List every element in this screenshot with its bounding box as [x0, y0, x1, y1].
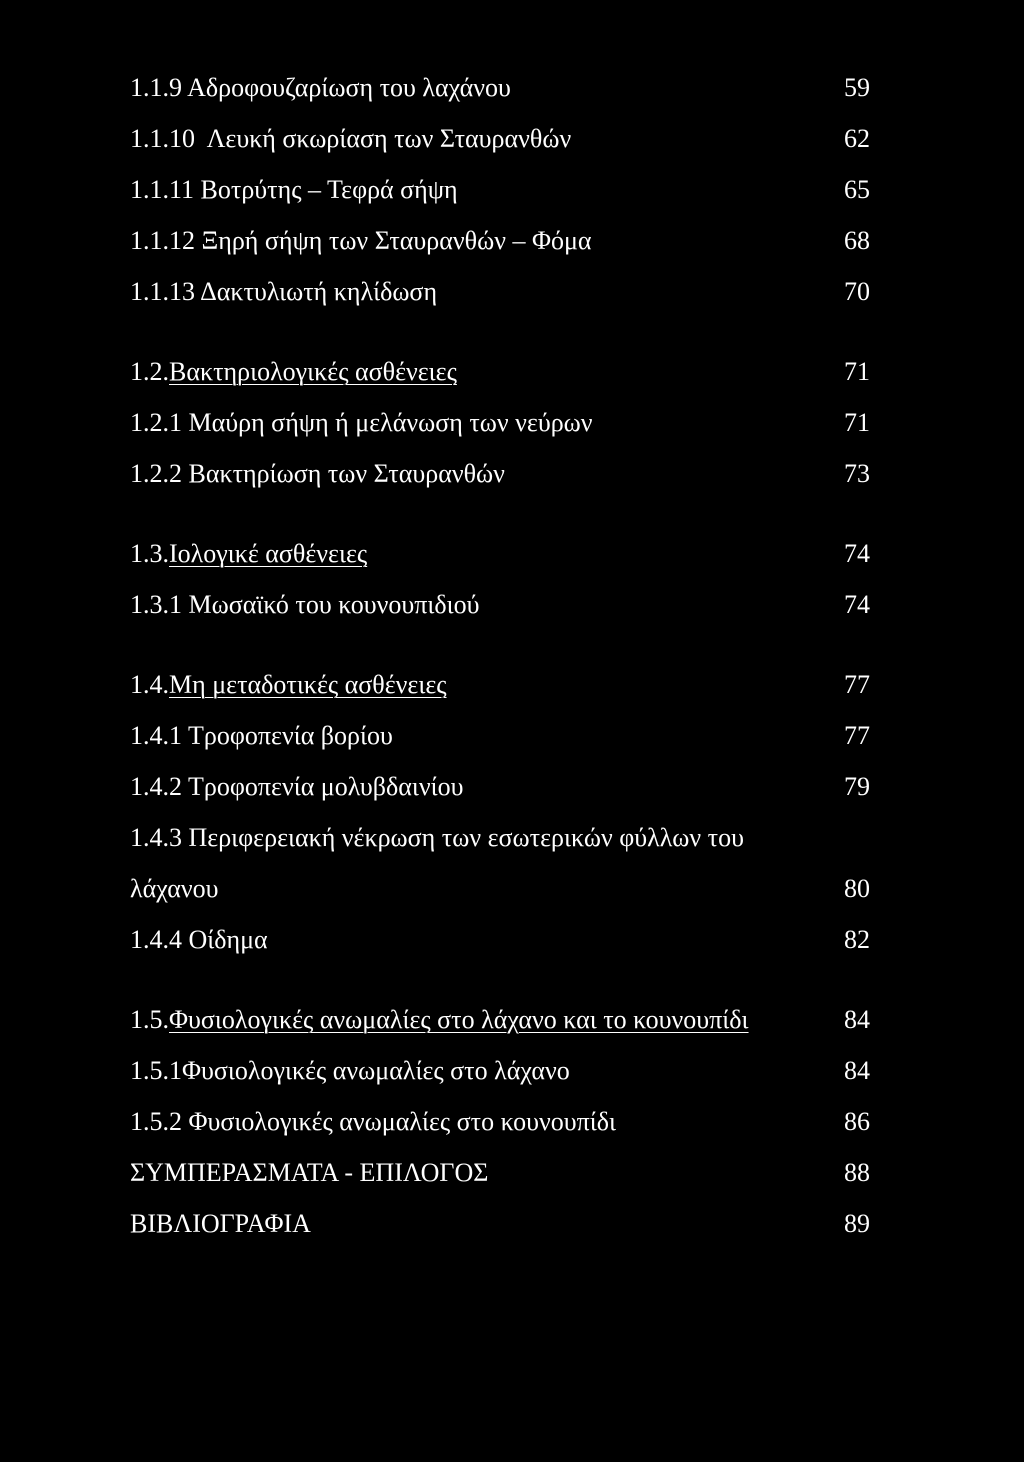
toc-page-number: 74 — [844, 539, 870, 568]
toc-page-number: 62 — [844, 124, 870, 153]
toc-entry — [130, 68, 870, 119]
toc-number: 1.1.11 — [130, 175, 195, 204]
toc-number: 1.5.1 — [130, 1056, 182, 1085]
toc-page-number: 88 — [844, 1158, 870, 1187]
toc-title: Μη μεταδοτικές ασθένειες — [169, 670, 447, 699]
toc-page-number: 84 — [844, 1056, 870, 1085]
toc-title: Φυσιολογικές ανωμαλίες στο λάχανο και το κουνουπίδι — [169, 1005, 749, 1034]
toc-entry — [130, 716, 870, 767]
toc-number: 1.4.1 — [130, 721, 182, 750]
toc-title: Φυσιολογικές ανωμαλίες στο κουνουπίδι — [182, 1107, 617, 1136]
toc-page-number: 74 — [844, 590, 870, 619]
toc-number: 1.2. — [130, 357, 169, 386]
toc-number: 1.3.1 — [130, 590, 182, 619]
toc-title: λάχανου — [130, 874, 219, 903]
toc-number: 1.4.4 — [130, 925, 182, 954]
toc-number: 1.5. — [130, 1005, 169, 1034]
toc-page-number: 77 — [844, 670, 870, 699]
toc-page-number: 82 — [844, 925, 870, 954]
toc-number: 1.4. — [130, 670, 169, 699]
toc-number: 1.3. — [130, 539, 169, 568]
toc-section-heading — [130, 534, 870, 585]
toc-page-number: 71 — [844, 408, 870, 437]
toc-entry — [130, 1102, 870, 1153]
toc-number: 1.5.2 — [130, 1107, 182, 1136]
toc-title: Μωσαϊκό του κουνουπιδιού — [182, 590, 480, 619]
toc-title: Περιφερειακή νέκρωση των εσωτερικών φύλλων του — [182, 823, 744, 852]
toc-title: Λευκή σκωρίαση των Σταυρανθών — [195, 124, 572, 153]
toc-page-number: 84 — [844, 1005, 870, 1034]
toc-page-number: 73 — [844, 459, 870, 488]
toc-entry — [130, 272, 870, 323]
toc-title: Μαύρη σήψη ή μελάνωση των νεύρων — [182, 408, 593, 437]
toc-page-number: 71 — [844, 357, 870, 386]
toc-title: ΒΙΒΛΙΟΓΡΑΦΙΑ — [130, 1209, 311, 1238]
toc-page-number: 89 — [844, 1209, 870, 1238]
toc-page-number: 80 — [844, 874, 870, 903]
toc-entry — [130, 221, 870, 272]
toc-number: 1.2.2 — [130, 459, 182, 488]
toc-number: 1.1.10 — [130, 124, 195, 153]
table-of-contents — [130, 68, 870, 1255]
toc-page-number: 59 — [844, 73, 870, 102]
toc-entry-continuation — [130, 869, 870, 920]
toc-entry — [130, 920, 870, 971]
toc-number: 1.4.3 — [130, 823, 182, 852]
toc-entry — [130, 1051, 870, 1102]
toc-page-number: 77 — [844, 721, 870, 750]
toc-title: Ξηρή σήψη των Σταυρανθών – Φόμα — [195, 226, 592, 255]
toc-title: Βακτηρίωση των Σταυρανθών — [182, 459, 505, 488]
toc-entry — [130, 767, 870, 818]
toc-number: 1.1.13 — [130, 277, 195, 306]
toc-title: Βακτηριολογικές ασθένειες — [169, 357, 457, 386]
toc-page-number: 70 — [844, 277, 870, 306]
toc-page-number: 79 — [844, 772, 870, 801]
toc-entry — [130, 585, 870, 636]
toc-title: Βοτρύτης – Τεφρά σήψη — [194, 175, 458, 204]
toc-entry — [130, 454, 870, 505]
toc-title: Φυσιολογικές ανωμαλίες στο λάχανο — [182, 1056, 570, 1085]
toc-title: Οίδημα — [182, 925, 268, 954]
toc-entry — [130, 403, 870, 454]
toc-title: Τροφοπενία βορίου — [182, 721, 393, 750]
toc-page-number: 65 — [844, 175, 870, 204]
toc-title: ΣΥΜΠΕΡΑΣΜΑΤΑ - ΕΠΙΛΟΓΟΣ — [130, 1158, 489, 1187]
toc-number: 1.2.1 — [130, 408, 182, 437]
toc-entry — [130, 818, 870, 869]
toc-entry — [130, 1204, 870, 1255]
toc-title: Ιολογικέ ασθένειες — [169, 539, 368, 568]
toc-number: 1.1.12 — [130, 226, 195, 255]
toc-title: Δακτυλιωτή κηλίδωση — [195, 277, 438, 306]
toc-number: 1.4.2 — [130, 772, 182, 801]
toc-title: Τροφοπενία μολυβδαινίου — [182, 772, 464, 801]
toc-title: Αδροφουζαρίωση του λαχάνου — [182, 73, 511, 102]
toc-section-heading — [130, 665, 870, 716]
toc-section-heading — [130, 352, 870, 403]
toc-section-heading — [130, 1000, 870, 1051]
toc-page-number: 68 — [844, 226, 870, 255]
toc-page-number: 86 — [844, 1107, 870, 1136]
toc-entry — [130, 170, 870, 221]
toc-number: 1.1.9 — [130, 73, 182, 102]
toc-entry — [130, 119, 870, 170]
toc-entry — [130, 1153, 870, 1204]
